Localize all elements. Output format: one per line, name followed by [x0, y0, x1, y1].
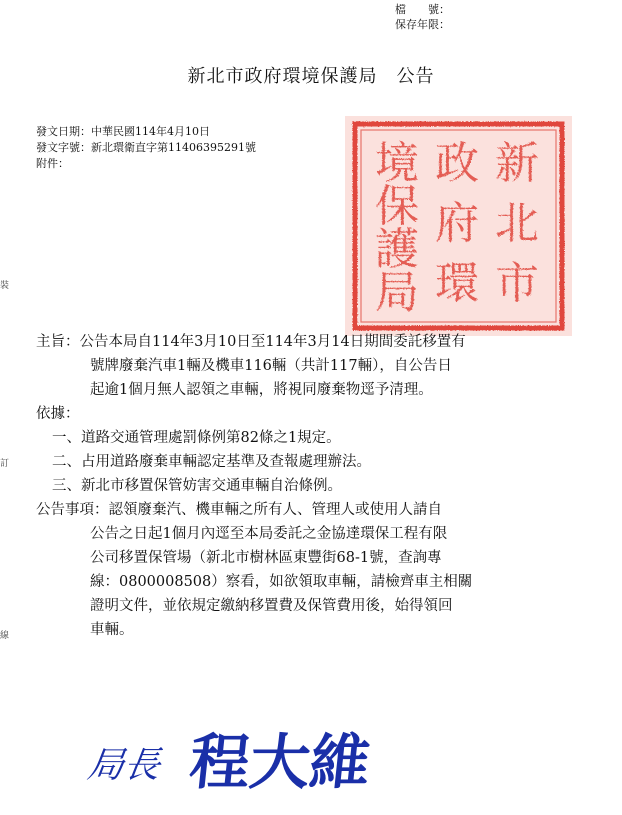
svg-text:程大維: 程大維	[186, 728, 374, 798]
basis-item-3: 三、新北市移置保管妨害交通車輛自治條例。	[52, 478, 342, 494]
document-meta	[36, 124, 256, 172]
svg-text:環: 環	[435, 258, 479, 309]
notice-line-3: 公司移置保管場（新北市樹林區東豐街68-1號，查詢專	[90, 550, 442, 566]
official-seal-stamp	[345, 116, 572, 336]
svg-text:局: 局	[375, 267, 419, 318]
notice-row	[36, 498, 596, 522]
svg-text:市: 市	[495, 258, 539, 309]
margin-mark-2: 訂	[0, 459, 10, 469]
issue-date: 發文日期：中華民國114年4月10日	[36, 125, 210, 138]
margin-mark-3: 線	[0, 631, 10, 641]
notice-line-6: 車輛。	[90, 622, 134, 638]
document-number: 發文字號：新北環衛直字第11406395291號	[36, 141, 256, 154]
archive-info	[395, 2, 515, 32]
basis-item-2: 二、占用道路廢棄車輛認定基準及查報處理辦法。	[52, 454, 371, 470]
svg-text:政: 政	[435, 138, 479, 189]
subject-label: 主旨：	[36, 334, 80, 350]
svg-text:府: 府	[435, 198, 479, 249]
attachment: 附件：	[36, 157, 69, 170]
page-title: 新北市政府環境保護局 公告	[187, 66, 435, 87]
svg-text:護: 護	[375, 224, 419, 275]
notice-line-5: 證明文件，並依規定繳納移置費及保管費用後，始得領回	[90, 598, 453, 614]
notice-line-2: 公告之日起1個月內逕至本局委託之金協達環保工程有限	[90, 526, 448, 542]
notice-label: 公告事項：	[36, 502, 109, 518]
notice-line-1: 認領廢棄汽、機車輛之所有人、管理人或使用人請自	[108, 502, 442, 518]
subject-line-3: 起逾1個月無人認領之車輛，將視同廢棄物逕予清理。	[90, 382, 433, 398]
svg-text:境: 境	[375, 138, 419, 189]
subject-row	[36, 330, 596, 354]
basis-item-1: 一、道路交通管理處罰條例第82條之1規定。	[52, 430, 341, 446]
subject-line-2: 號牌廢棄汽車1輛及機車116輛（共計117輛），自公告日	[90, 358, 452, 374]
basis-label: 依據：	[36, 406, 80, 422]
notice-line-4: 線：0800008508）察看，如欲領取車輛，請檢齊車主相關	[90, 574, 473, 590]
retention-label: 保存年限：	[395, 18, 450, 31]
svg-text:北: 北	[495, 198, 539, 249]
margin-mark-1: 裝	[0, 281, 10, 291]
svg-text:局長: 局長	[85, 743, 163, 786]
svg-text:保: 保	[375, 181, 419, 232]
director-signature	[85, 715, 425, 798]
subject-line-1: 公告本局自114年3月10日至114年3月14日期間委託移置有	[79, 334, 466, 350]
svg-text:新: 新	[495, 138, 539, 189]
file-number-label: 檔 號：	[395, 3, 450, 16]
announcement-body	[36, 330, 596, 642]
